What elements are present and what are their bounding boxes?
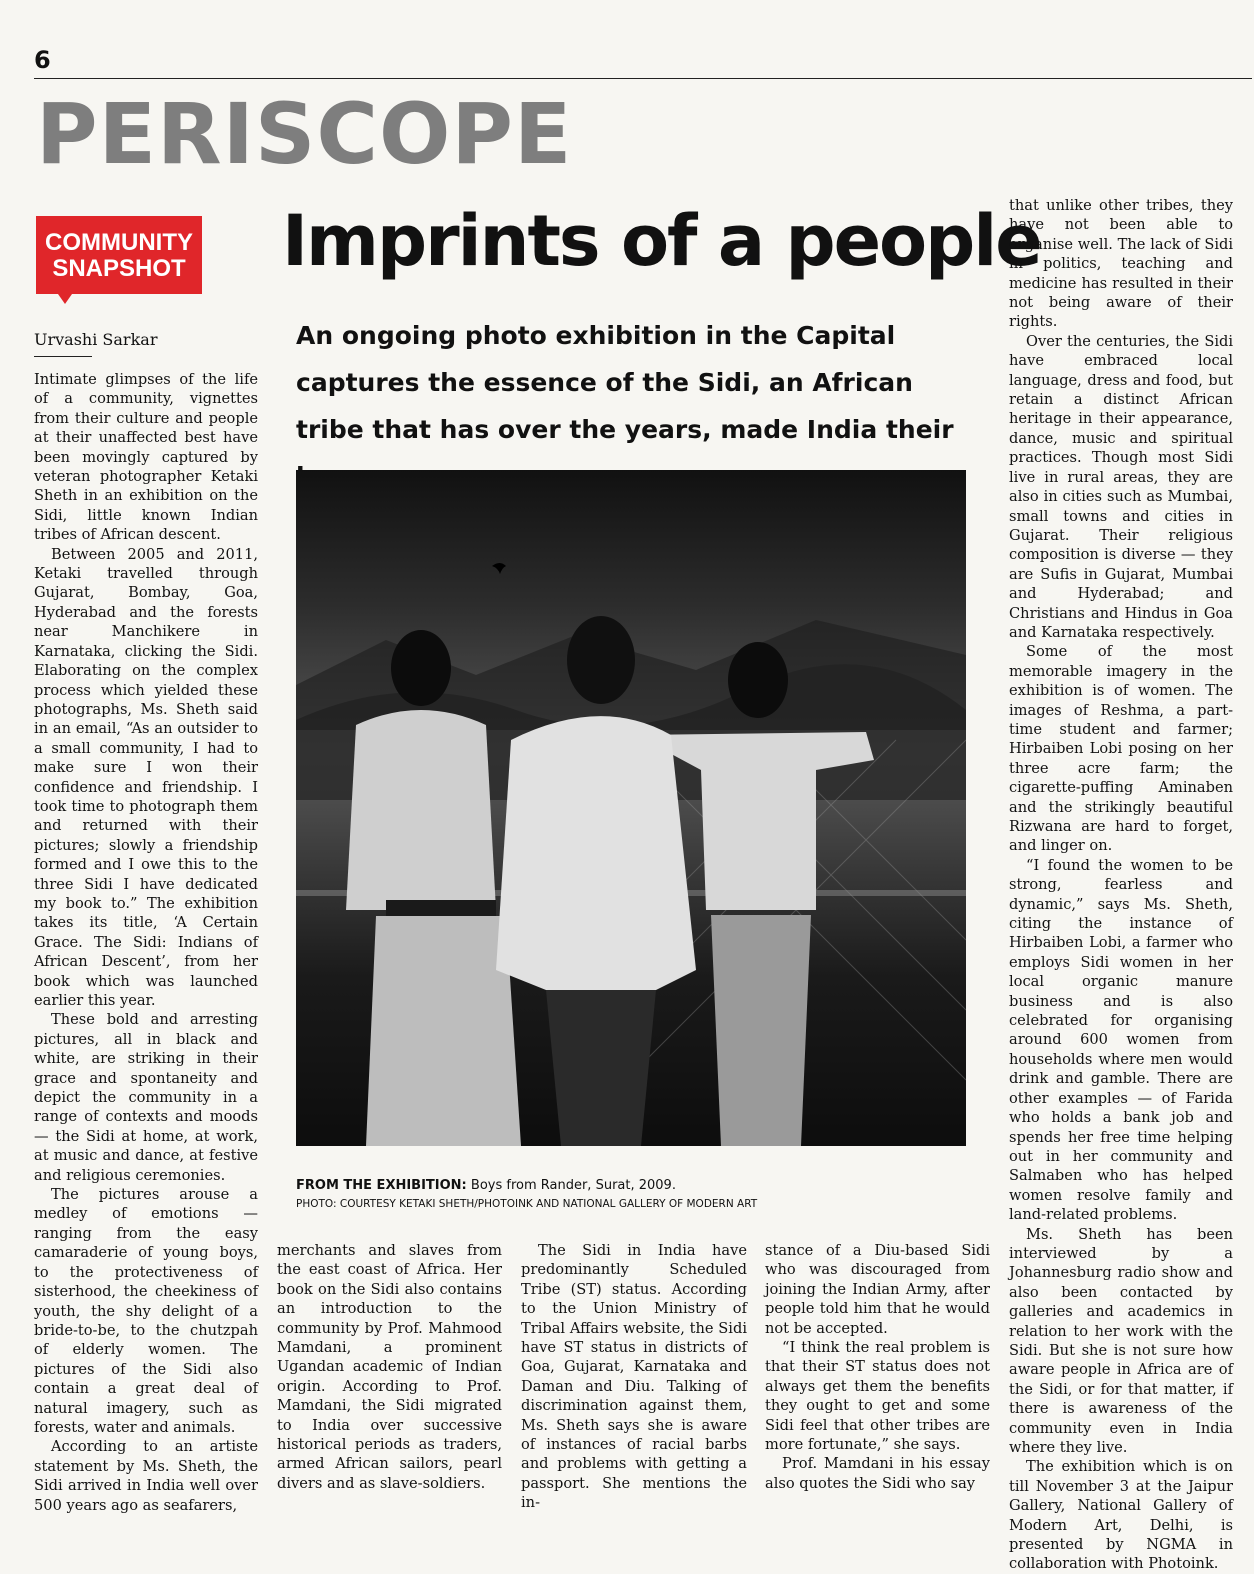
badge-line-1: COMMUNITY — [45, 229, 193, 256]
paragraph: The pictures arouse a medley of emotions — ranging from the easy camaraderie of young boys, to the protectiveness of sisterhood, the cheekiness of youth, the shy delight of a bride-to-be, to the chutzpah of elderly women. The pictures of the Sidi also contain a great deal of natural imagery, such as forests, water and animals. — [34, 1186, 258, 1436]
photo-caption — [296, 1178, 676, 1193]
deck: An ongoing photo exhibition in the Capital captures the essence of the Sidi, an African tribe that has over the years, made India their — [296, 321, 954, 444]
page-number: 6 — [34, 46, 51, 74]
paragraph: Prof. Mamdani in his essay also quotes the Sidi who say — [765, 1455, 990, 1492]
paragraph: Ms. Sheth has been interviewed by a Johannesburg radio show and also been contacted by galleries and academics in relation to her work with the Sidi. But she is not sure how aware people in Africa are of the Sidi, or for that matter, if there is awareness of the community even in India where they live. — [1009, 1225, 1233, 1456]
article-column-1 — [34, 370, 258, 1515]
paragraph: merchants and slaves from the east coast of Africa. Her book on the Sidi also contains an introduction to the community by Prof. Mahmood Mamdani, a prominent Ugandan academic of Indian origin. According to Prof. Mamdani, the Sidi migrated to India over successive historical periods as traders, armed African sailors, pearl divers and as slave-soldiers. — [277, 1242, 502, 1492]
paragraph: that unlike other tribes, they have not been able to organise well. The lack of Sidi in politics, teaching and medicine has resulted in their not being aware of their rights. — [1009, 197, 1233, 331]
photo-credit: PHOTO: COURTESY KETAKI SHETH/PHOTOINK AND NATIONAL GALLERY OF MODERN ART — [296, 1198, 758, 1210]
paragraph: Intimate glimpses of the life of a community, vignettes from their culture and people at their unaffected best have been movingly captured by veteran photographer Ketaki Sheth in an exhibition on the Sidi, little known Indian tribes of African descent. — [34, 371, 258, 544]
photo-illustration — [296, 470, 966, 1146]
byline-rule — [34, 356, 92, 357]
community-snapshot-badge — [36, 216, 202, 294]
caption-label: FROM THE EXHIBITION: — [296, 1178, 467, 1193]
paragraph: stance of a Diu-based Sidi who was discouraged from joining the Indian Army, after people told him that he would not be accepted. — [765, 1242, 990, 1337]
badge-pointer — [58, 294, 72, 304]
caption-text: Boys from Rander, Surat, 2009. — [470, 1178, 676, 1193]
section-title: PERISCOPE — [36, 85, 573, 183]
paragraph: Some of the most memorable imagery in the exhibition is of women. The images of Reshma, a part-time student and farmer; Hirbaiben Lobi posing on her three acre farm; the cigarette-puffing Aminaben and the strikingly beautiful Rizwana are hard to forget, and linger on. — [1009, 643, 1233, 855]
paragraph: “I found the women to be strong, fearless and dynamic,” says Ms. Sheth, citing the instance of Hirbaiben Lobi, a farmer who employs Sidi women in her local organic manure business and is also celebrated for organising around 600 women from households where men would drink and gamble. There are other examples — of Farida who holds a bank job and spends her free time helping out in her community and Salmaben who has helped women resolve family and land-related problems. — [1009, 856, 1233, 1224]
headline: Imprints of a people — [282, 200, 1041, 282]
paragraph: According to an artiste statement by Ms. Sheth, the Sidi arrived in India well over 500 years ago as seafarers, — [34, 1438, 258, 1514]
paragraph: “I think the real problem is that their ST status does not always get them the benefits they ought to get and some Sidi feel that other tribes are more fortunate,” she says. — [765, 1339, 990, 1454]
paragraph: The Sidi in India have predominantly Scheduled Tribe (ST) status. According to the Union Ministry of Tribal Affairs website, the Sidi have ST status in districts of Goa, Gujarat, Karnataka and Daman and Diu. Talking of discrimination against them, Ms. Sheth says she is aware of instances of racial barbs and problems with getting a passport. She mentions the in- — [521, 1242, 747, 1512]
top-rule — [34, 78, 1252, 79]
paragraph: Between 2005 and 2011, Ketaki travelled through Gujarat, Bombay, Goa, Hyderabad and the forests near Manchikere in Karnataka, clicking the Sidi. Elaborating on the complex process which yielded these photographs, Ms. Sheth said in an email, “As an outsider to a small community, I had to make sure I won their confidence and friendship. I took time to photograph them and returned with their pictures; slowly a friendship formed and I owe this to the three Sidi I have dedicated my book to.” The exhibition takes its title, ‘A Certain Grace. The Sidi: Indians of African Descent’, from her book which was launched earlier this year. — [34, 545, 258, 1009]
article-column-4 — [765, 1241, 990, 1493]
article-column-3 — [521, 1241, 747, 1513]
article-column-2 — [277, 1241, 502, 1493]
article-column-5 — [1009, 196, 1233, 1574]
exhibition-photo — [296, 470, 966, 1146]
paragraph: These bold and arresting pictures, all in black and white, are striking in their grace and spontaneity and depict the community in a range of contexts and moods — the Sidi at home, at work, at music and dance, at festive and religious ceremonies. — [34, 1011, 258, 1184]
badge-line-2: SNAPSHOT — [52, 255, 186, 282]
byline: Urvashi Sarkar — [34, 330, 158, 349]
paragraph: The exhibition which is on till November 3 at the Jaipur Gallery, National Gallery of Modern Art, Delhi, is presented by NGMA in collaboration with Photoink. — [1009, 1458, 1233, 1573]
bird-icon — [492, 563, 506, 574]
paragraph: Over the centuries, the Sidi have embraced local language, dress and food, but retain a distinct African heritage in their appearance, dance, music and spiritual practices. Though most Sidi live in rural areas, they are also in cities such as Mumbai, small towns and cities in Gujarat. Their religious composition is diverse — they are Sufis in Gujarat, Mumbai and Hyderabad; and Christians and Hindus in Goa and Karnataka respectively. — [1009, 332, 1233, 641]
